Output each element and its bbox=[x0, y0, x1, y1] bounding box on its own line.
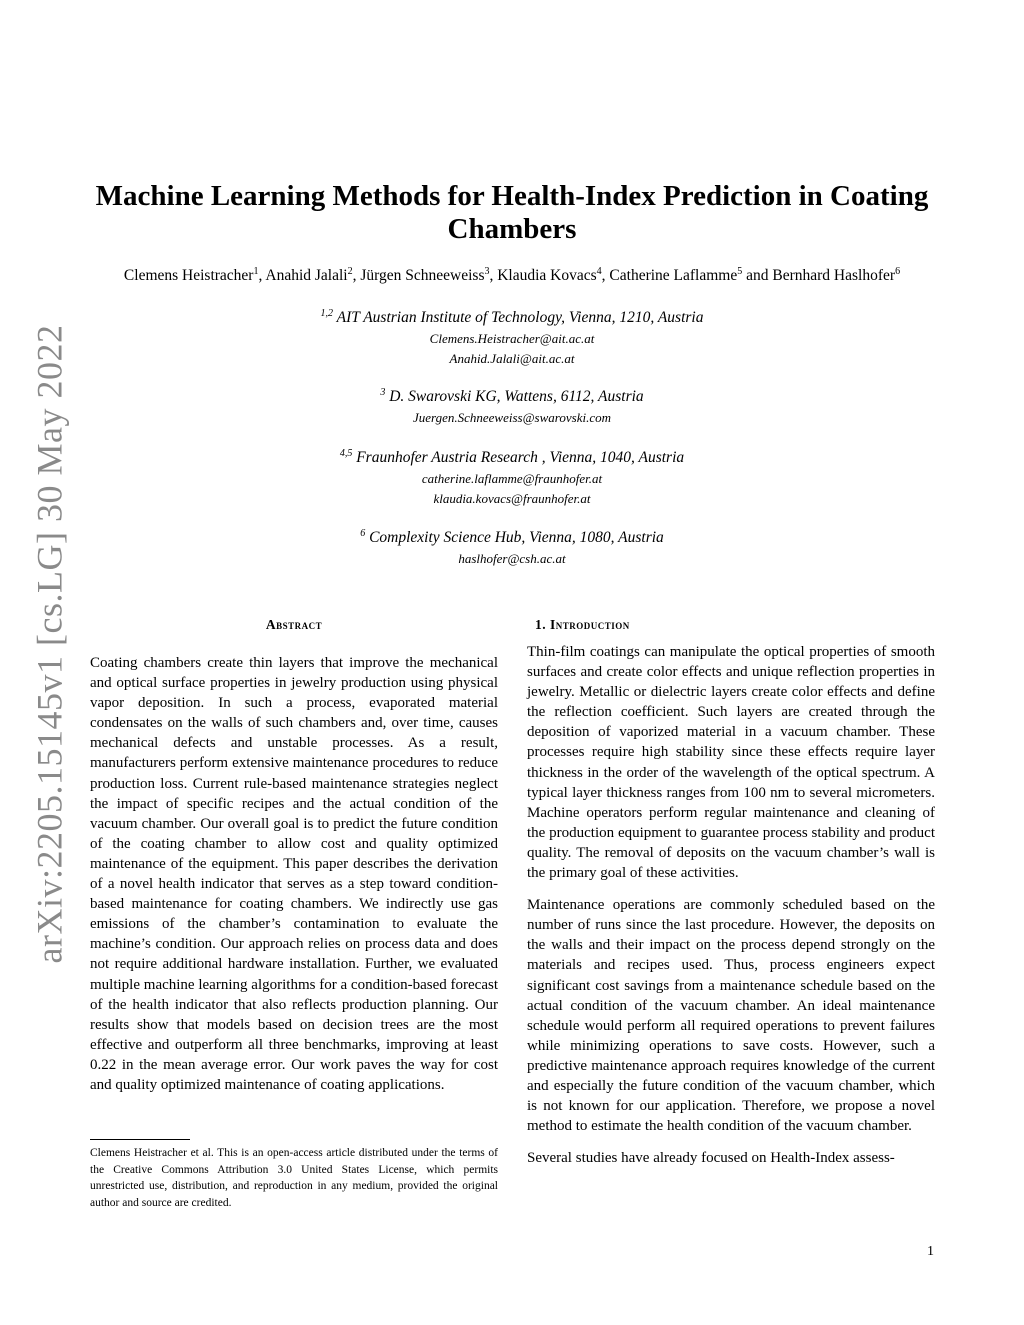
affiliation-heading bbox=[150, 527, 874, 549]
affiliation-mark: 6 bbox=[360, 528, 366, 539]
author-separator: , bbox=[601, 267, 610, 284]
introduction-column bbox=[527, 610, 935, 1168]
affiliation-heading bbox=[150, 307, 874, 329]
author-email: Anahid.Jalali@ait.ac.at bbox=[449, 351, 575, 366]
introduction-paragraph: Several studies have already focused on Health-Index assess- bbox=[527, 1150, 895, 1167]
author-affiliation-mark: 5 bbox=[737, 266, 743, 277]
author-name: Klaudia Kovacs bbox=[497, 267, 597, 284]
affiliation-name: Complexity Science Hub, Vienna, 1080, Austria bbox=[369, 529, 664, 546]
introduction-paragraph: Maintenance operations are commonly scheduled based on the number of runs since the last procedure. However, the deposits on the walls and their impact on the process depend strongly on the materials and recipes used. Thus, process engineers expect significant cost savings from a maintenance schedule based on the actual condition of the vacuum chamber. An ideal maintenance schedule would perform all required operations to prevent failures while minimizing operations to save costs. However, such a predictive maintenance approach requires knowledge of the current and especially the future condition of the vacuum chamber, which is not known for our application. Therefore, we propose a novel method to estimate the health condition of the vacuum chamber. bbox=[527, 897, 935, 1135]
author-affiliation-mark: 4 bbox=[596, 266, 602, 277]
author-affiliation-mark: 3 bbox=[484, 266, 490, 277]
author-name: Clemens Heistracher bbox=[123, 267, 254, 284]
author-name: Catherine Laflamme bbox=[609, 267, 738, 284]
affiliation-block bbox=[150, 447, 874, 509]
author-separator: and bbox=[742, 267, 773, 284]
abstract-heading: Abstract bbox=[265, 617, 323, 632]
author-name: Bernhard Haslhofer bbox=[772, 267, 896, 284]
author-list bbox=[70, 266, 954, 286]
affiliation-name: Fraunhofer Austria Research , Vienna, 1040, Austria bbox=[356, 449, 685, 466]
author-email: catherine.laflamme@fraunhofer.at bbox=[421, 471, 603, 486]
author-affiliation-mark: 2 bbox=[347, 266, 353, 277]
author-separator: , bbox=[258, 267, 266, 284]
affiliation-mark: 3 bbox=[380, 387, 386, 398]
introduction-paragraph: Thin-film coatings can manipulate the optical properties of smooth surfaces and create color effects and unique reflection properties in jewelry. Metallic or dielectric layers create color effects and define the reflection coefficient. Such layers are created through the deposition of vaporized material in a vacuum chamber. These processes require high stability since these effects require layer thickness in the order of the wavelength of the optical spectrum. A typical layer thickness ranges from 100 nm to several micrometers. Machine operators perform regular maintenance and cleaning of the production equipment to guarantee process stability and product quality. The removal of deposits on the vacuum chamber’s wall is the primary goal of these activities. bbox=[527, 644, 935, 882]
abstract-text: Coating chambers create thin layers that improve the mechanical and optical surface properties in jewelry production using physical vapor deposition. In such a process, evaporated material condensates on the walls of such chambers and, over time, causes mechanical defects and unstable processes. As a result, manufacturers perform extensive maintenance procedures to reduce production loss. Current rule-based maintenance strategies neglect the impact of specific recipes and the actual condition of the vacuum chamber. Our overall goal is to predict the future condition of the coating chamber to allow cost and quality optimized maintenance of the equipment. This paper describes the derivation of a novel health indicator that serves as a step toward condition-based maintenance for coating chambers. We indirectly use gas emissions of the chamber’s contamination to evaluate the machine’s condition. Our approach relies on process data and does not require additional hardware installation. Further, we evaluated multiple machine learning algorithms for a condition-based forecast of the health indicator that also reflects production planning. Our results show that models based on decision trees are the most effective and outperform all three benchmarks, improving at least 0.22 in the mean average error. Our work paves the way for cost and quality optimized maintenance of coating applications. bbox=[90, 655, 498, 1093]
paper-title: Machine Learning Methods for Health-Index Prediction in Coating Chambers bbox=[95, 180, 929, 245]
author-separator: , bbox=[352, 267, 361, 284]
author-name: Jürgen Schneeweiss bbox=[360, 267, 485, 284]
license-footnote: Clemens Heistracher et al. This is an open-access article distributed under the terms of the Creative Commons Attribution 3.0 United States License, which permits unrestricted use, distribution, and reproduction in any medium, provided the original author and source are credited. bbox=[90, 1147, 498, 1209]
affiliation-heading bbox=[150, 447, 874, 469]
arxiv-identifier-text: arXiv:2205.15145v1 [cs.LG] 30 May 2022 bbox=[29, 324, 70, 964]
abstract-column bbox=[90, 610, 498, 1095]
author-email: Clemens.Heistracher@ait.ac.at bbox=[429, 331, 595, 346]
author-separator: , bbox=[489, 267, 498, 284]
author-email: haslhofer@csh.ac.at bbox=[458, 551, 566, 566]
affiliation-mark: 1,2 bbox=[320, 308, 334, 319]
author-affiliation-mark: 1 bbox=[253, 266, 259, 277]
affiliation-block bbox=[150, 307, 874, 369]
affiliation-mark: 4,5 bbox=[339, 448, 353, 459]
author-email: klaudia.kovacs@fraunhofer.at bbox=[433, 491, 591, 506]
page-number: 1 bbox=[927, 1244, 934, 1259]
footnote-divider bbox=[90, 1139, 190, 1140]
introduction-heading: 1. Introduction bbox=[535, 617, 630, 632]
author-affiliation-mark: 6 bbox=[895, 266, 901, 277]
affiliation-block bbox=[150, 386, 874, 428]
author-name: Anahid Jalali bbox=[265, 267, 348, 284]
affiliation-name: D. Swarovski KG, Wattens, 6112, Austria bbox=[389, 388, 644, 405]
affiliation-name: AIT Austrian Institute of Technology, Vienna, 1210, Austria bbox=[336, 309, 704, 326]
affiliation-heading bbox=[150, 386, 874, 408]
arxiv-identifier bbox=[29, 324, 70, 964]
affiliation-block bbox=[150, 527, 874, 569]
author-email: Juergen.Schneeweiss@swarovski.com bbox=[412, 410, 611, 425]
